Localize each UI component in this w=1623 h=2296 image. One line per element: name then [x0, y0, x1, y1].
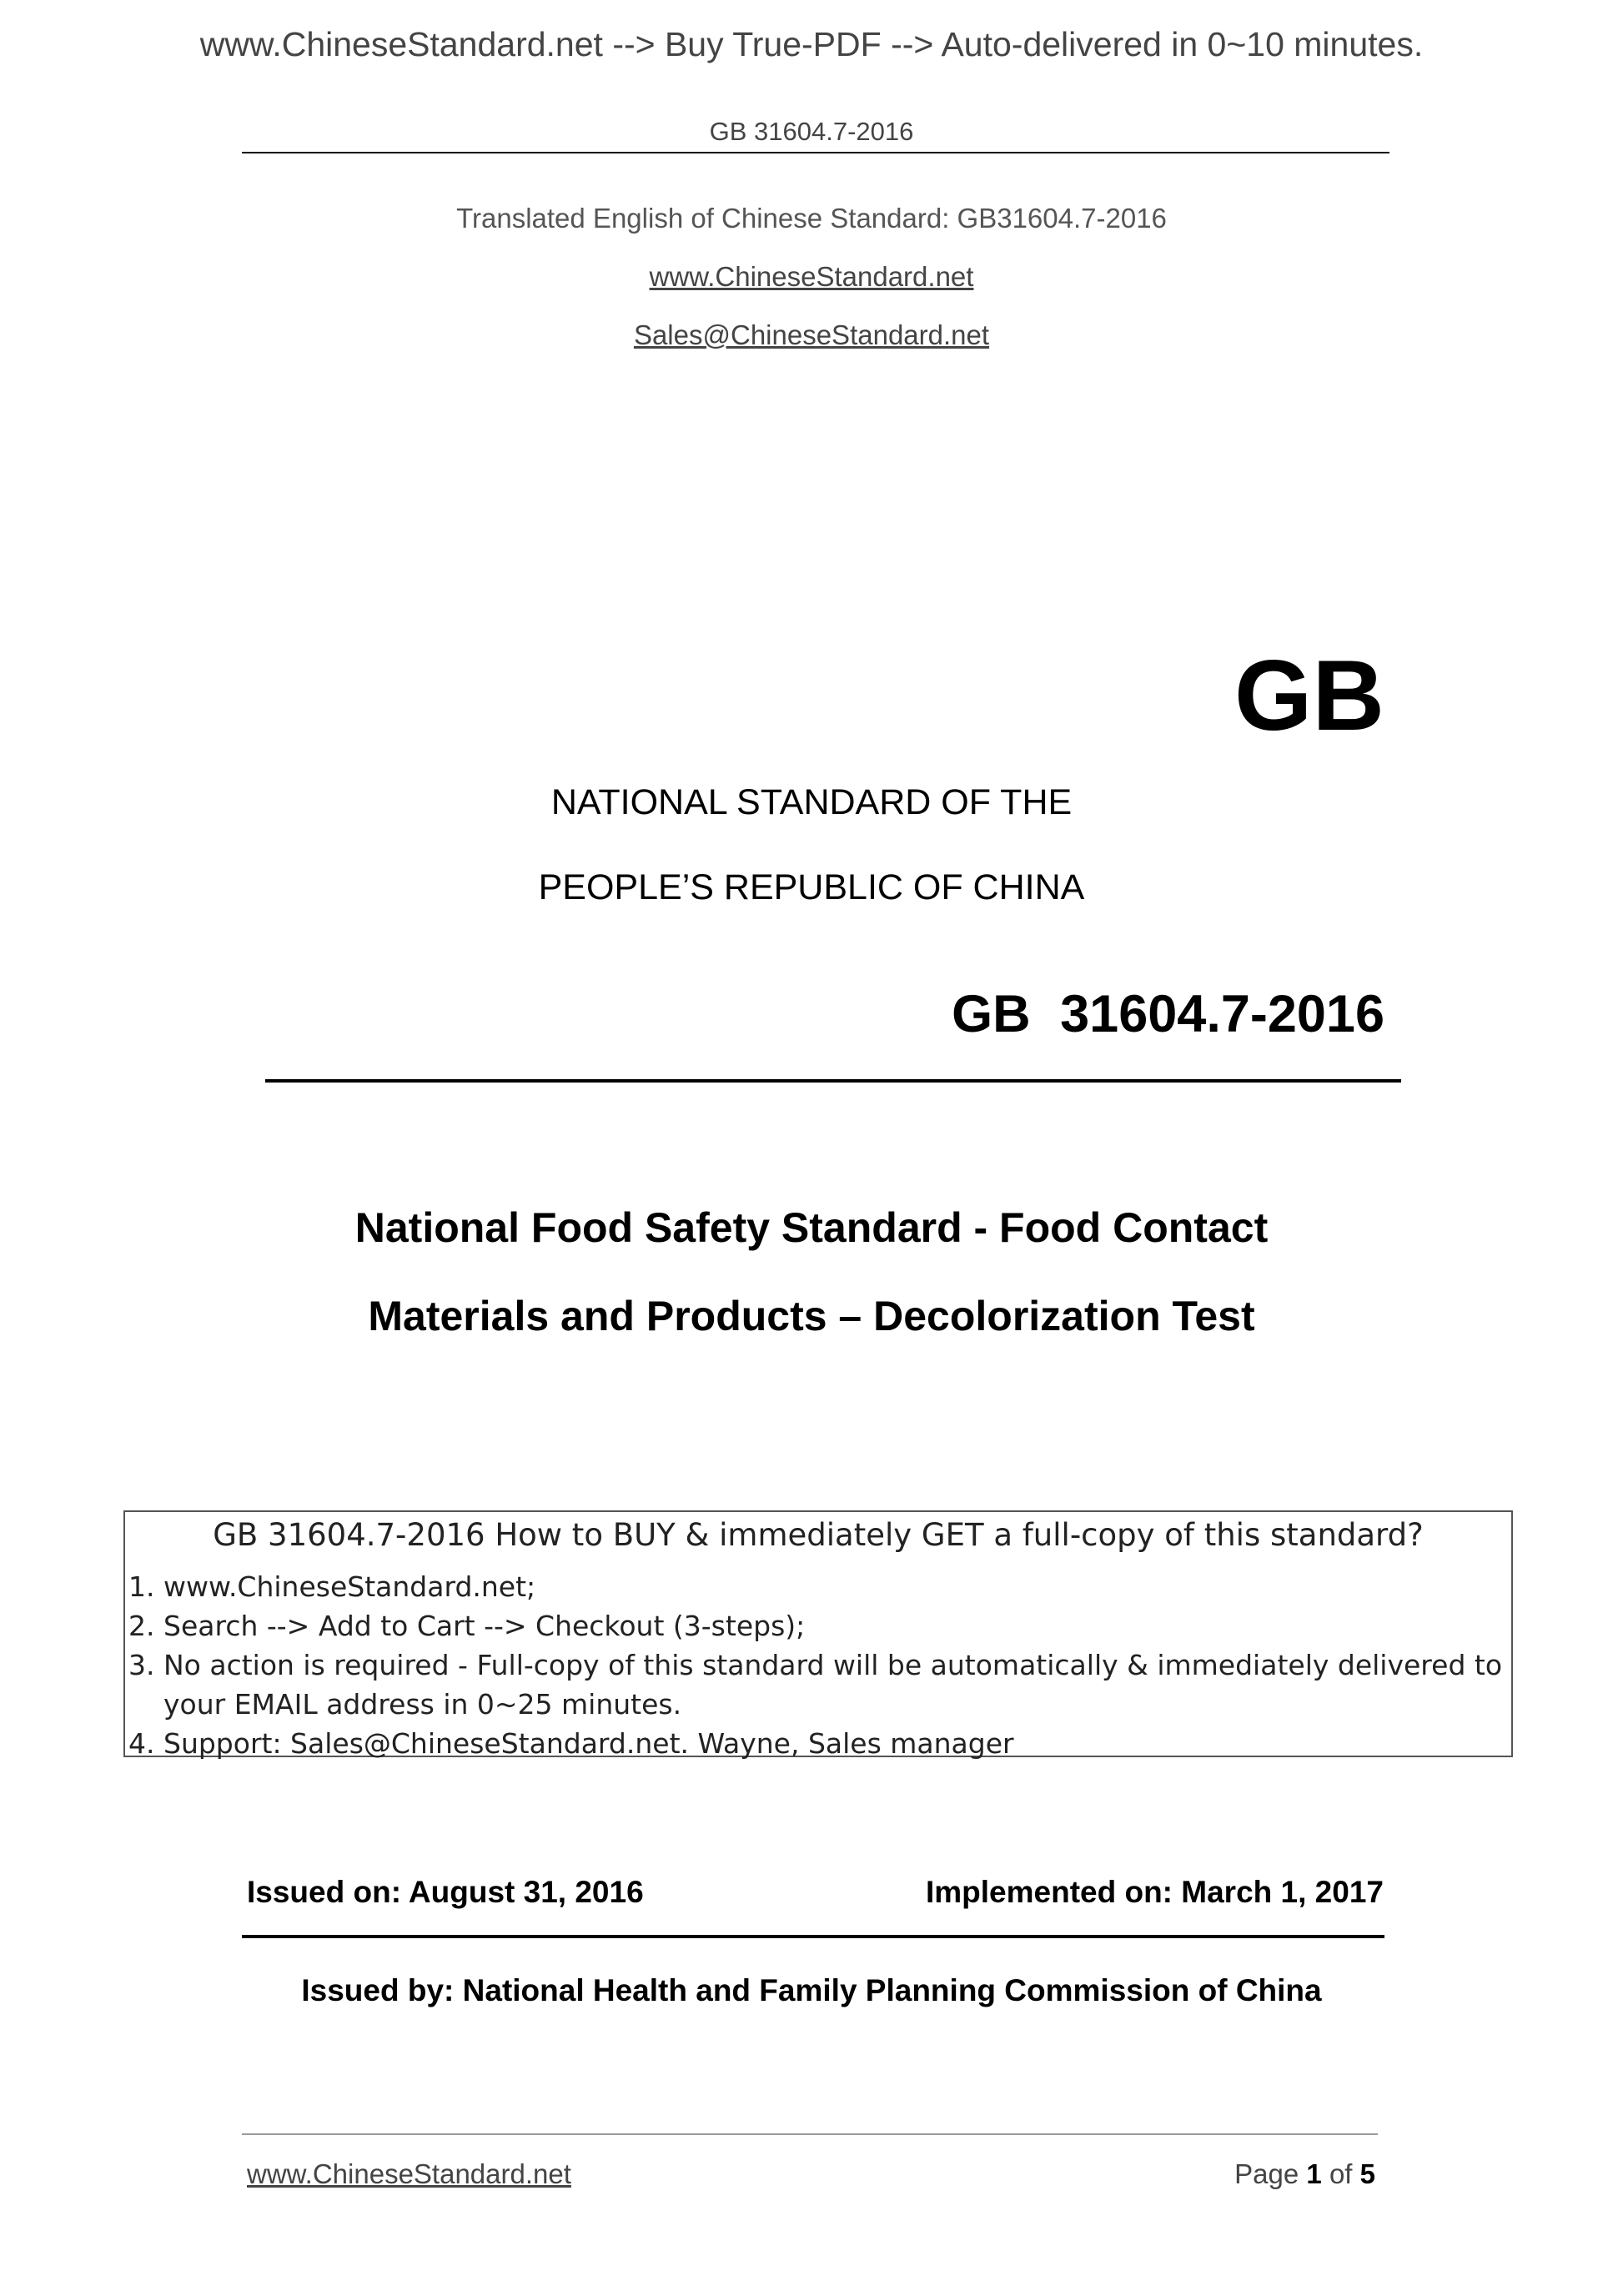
buy-box-title: GB 31604.7-2016 How to BUY & immediately GET a full-copy of this standard?	[213, 1517, 1424, 1553]
buy-step-3	[128, 1649, 1502, 1681]
header-promo: www.ChineseStandard.net --> Buy True-PDF --> Auto-delivered in 0~10 minutes.	[199, 25, 1424, 63]
buy-step-4	[128, 1727, 1014, 1760]
buy-step-2	[128, 1610, 805, 1642]
email-link-row	[0, 319, 1623, 351]
issue-rule	[242, 1935, 1384, 1938]
buy-step-text: No action is required - Full-copy of this standard will be automatically & immediately delivered to	[163, 1649, 1503, 1681]
issued-by: Issued by: National Health and Family Planning Commission of China	[301, 1973, 1322, 2007]
footer-page-indicator	[1234, 2158, 1375, 2190]
national-standard-line2: PEOPLE’S REPUBLIC OF CHINA	[538, 867, 1085, 907]
translated-note: Translated English of Chinese Standard: GB31604.7-2016	[456, 203, 1167, 234]
buy-step-3-continued	[128, 1688, 681, 1721]
buy-step-number: 1.	[128, 1570, 155, 1603]
website-link-row	[0, 261, 1623, 293]
buy-step-number: 3.	[128, 1649, 155, 1681]
header-rule	[242, 152, 1389, 153]
website-link[interactable]: www.ChineseStandard.net	[649, 261, 974, 292]
issued-on-date: Issued on: August 31, 2016	[247, 1875, 644, 1909]
buy-info-box	[123, 1510, 1513, 1760]
buy-step-1	[128, 1570, 535, 1603]
buy-step-number: 4.	[128, 1727, 155, 1760]
footer-rule	[242, 2133, 1378, 2135]
standard-code: GB 31604.7-2016	[952, 985, 1384, 1043]
standard-code-rule	[265, 1079, 1401, 1083]
gb-logo: GB	[1234, 640, 1384, 751]
page-prefix: Page	[1234, 2158, 1307, 2189]
buy-step-text: Support: Sales@ChineseStandard.net. Wayne, Sales manager	[163, 1727, 1014, 1760]
page-separator: of	[1321, 2158, 1360, 2189]
email-link[interactable]: Sales@ChineseStandard.net	[633, 319, 990, 350]
document-title-line1: National Food Safety Standard - Food Contact	[354, 1204, 1269, 1251]
footer-website-link[interactable]: www.ChineseStandard.net	[247, 2158, 571, 2189]
page-current: 1	[1306, 2158, 1322, 2189]
national-standard-line1: NATIONAL STANDARD OF THE	[550, 782, 1073, 822]
buy-step-text[interactable]: www.ChineseStandard.net;	[163, 1570, 536, 1603]
implemented-on-date: Implemented on: March 1, 2017	[925, 1875, 1384, 1909]
buy-step-text: your EMAIL address in 0~25 minutes.	[163, 1688, 682, 1721]
header-standard-number: GB 31604.7-2016	[709, 117, 914, 146]
page-total: 5	[1359, 2158, 1375, 2189]
buy-step-text: Search --> Add to Cart --> Checkout (3-steps);	[163, 1610, 806, 1642]
document-title-line2: Materials and Products – Decolorization Test	[368, 1293, 1255, 1339]
buy-step-number: 2.	[128, 1610, 155, 1642]
